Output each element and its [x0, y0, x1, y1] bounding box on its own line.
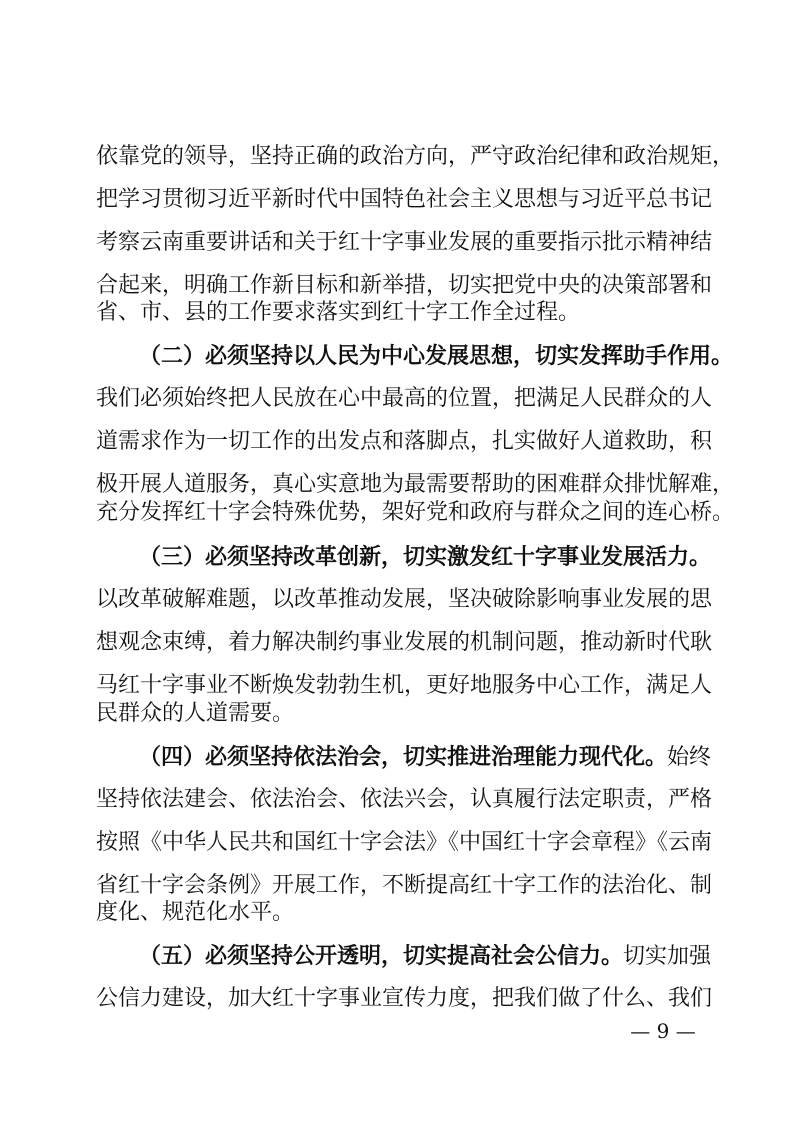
body-line: 度化、规范化水平。	[96, 900, 295, 925]
body-line: 公信力建设，加大红十字事业宣传力度，把我们做了什么、我们	[96, 986, 713, 1011]
body-line: 合起来，明确工作新目标和新举措，切实把党中央的决策部署和	[96, 273, 713, 298]
body-line: 极开展人道服务，真心实意地为最需要帮助的困难群众排忧解难，	[96, 472, 735, 497]
page-number: — 9 —	[630, 1019, 696, 1043]
body-line: 按照《中华人民共和国红十字会法》《中国红十字会章程》《云南	[96, 830, 713, 855]
body-line: 考察云南重要讲话和关于红十字事业发展的重要指示批示精神结	[96, 230, 713, 255]
section-heading-tail: 切实加强	[623, 944, 712, 969]
body-line: 省红十字会条例》开展工作，不断提高红十字工作的法治化、制	[96, 873, 713, 898]
section-heading-text: （二）必须坚持以人民为中心发展思想，切实发挥助手作用。	[139, 343, 734, 369]
section-heading-tail: 始终	[667, 745, 712, 770]
body-line: 马红十字事业不断焕发勃勃生机，更好地服务中心工作，满足人	[96, 673, 713, 698]
body-line: 道需求作为一切工作的出发点和落脚点，扎实做好人道救助，积	[96, 429, 713, 454]
body-line: 以改革破解难题，以改革推动发展，坚决破除影响事业发展的思	[96, 587, 713, 612]
body-line: 省、市、县的工作要求落实到红十字工作全过程。	[96, 300, 581, 325]
body-line: 充分发挥红十字会特殊优势，架好党和政府与群众之间的连心桥。	[96, 500, 735, 525]
body-line: 想观念束缚，着力解决制约事业发展的机制问题，推动新时代耿	[96, 630, 713, 655]
body-line: 民群众的人道需要。	[96, 701, 295, 726]
section-heading	[139, 737, 712, 777]
body-line: 坚持依法建会、依法治会、依法兴会，认真履行法定职责，严格	[96, 787, 713, 812]
body-line: 我们必须始终把人民放在心中最高的位置，把满足人民群众的人	[96, 386, 713, 411]
section-heading	[139, 936, 712, 976]
section-heading-text: （四）必须坚持依法治会，切实推进治理能力现代化。	[139, 744, 668, 770]
section-heading	[139, 537, 712, 577]
body-line: 依靠党的领导，坚持正确的政治方向，严守政治纪律和政治规矩，	[96, 144, 735, 169]
body-line: 把学习贯彻习近平新时代中国特色社会主义思想与习近平总书记	[96, 187, 713, 212]
section-heading-text: （三）必须坚持改革创新，切实激发红十字事业发展活力。	[139, 544, 712, 570]
section-heading-text: （五）必须坚持公开透明，切实提高社会公信力。	[139, 943, 624, 969]
section-heading	[139, 336, 734, 376]
